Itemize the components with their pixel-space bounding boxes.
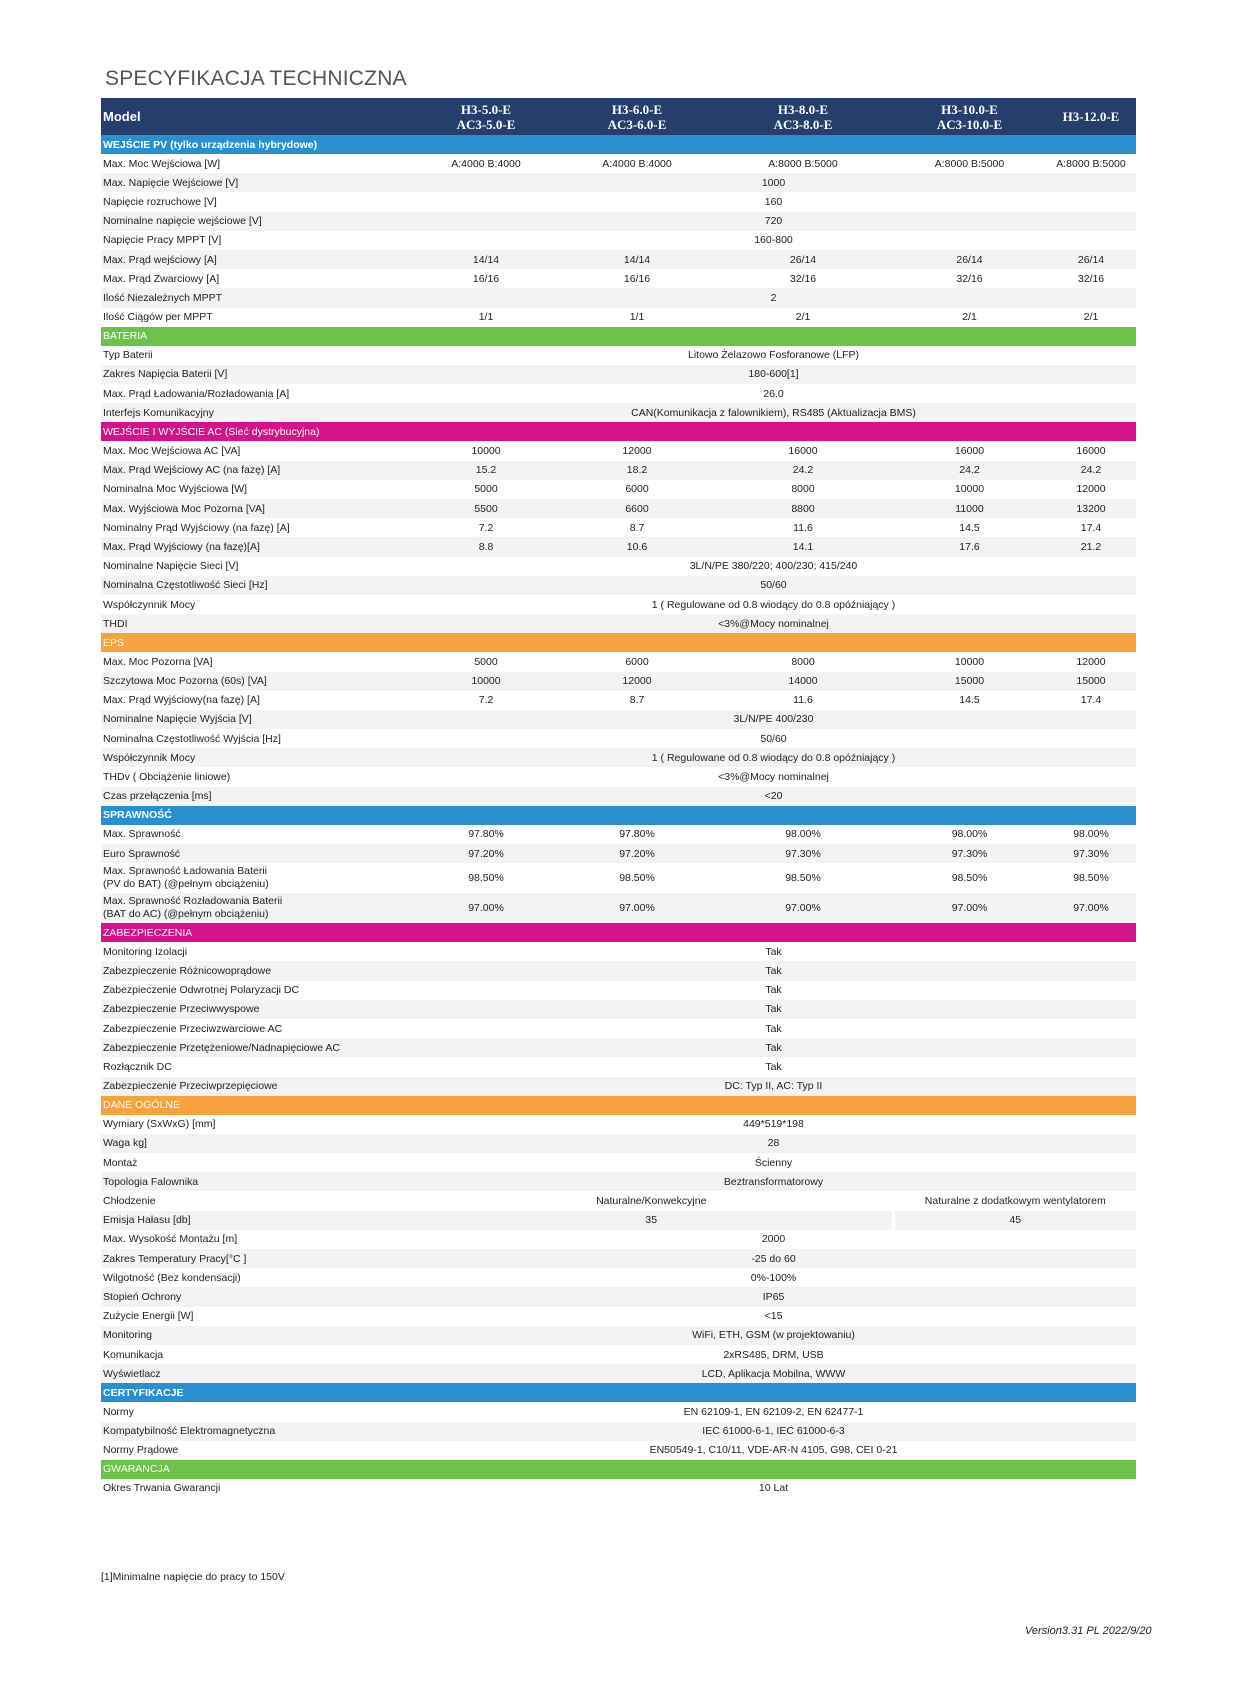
model-header: H3-8.0-E AC3-8.0-E bbox=[713, 98, 893, 135]
spec-label: Współczynnik Mocy bbox=[103, 598, 196, 611]
spec-value: Ścienny bbox=[754, 1156, 793, 1169]
spec-value: 50/60 bbox=[411, 576, 1136, 595]
spec-value: 26/14 bbox=[713, 250, 893, 269]
spec-value: 12000 bbox=[1076, 483, 1106, 496]
spec-value: 97.30% bbox=[1046, 844, 1136, 863]
spec-label: Monitoring Izolacji bbox=[103, 945, 188, 958]
spec-value: Naturalne z dodatkowym wentylatorem bbox=[893, 1191, 1136, 1210]
spec-value: 97.20% bbox=[411, 844, 561, 863]
spec-value: 0%-100% bbox=[750, 1271, 797, 1284]
spec-label: Komunikacja bbox=[103, 1348, 164, 1361]
spec-value: 8.8 bbox=[411, 537, 561, 556]
section-header-ac bbox=[101, 422, 1136, 441]
spec-label: Montaż bbox=[103, 1156, 138, 1169]
spec-row bbox=[101, 308, 1136, 327]
spec-value: 11.6 bbox=[793, 694, 813, 707]
spec-label: Wilgotność (Bez kondensacji) bbox=[103, 1271, 241, 1284]
spec-label: Monitoring bbox=[101, 1326, 411, 1345]
spec-row bbox=[101, 288, 1136, 307]
spec-value: WiFi, ETH, GSM (w projektowaniu) bbox=[411, 1326, 1136, 1345]
spec-value: 11.6 bbox=[793, 521, 813, 534]
section-header-bat bbox=[101, 327, 1136, 346]
spec-value: 98.50% bbox=[951, 871, 988, 884]
spec-value: EN50549-1, C10/11, VDE-AR-N 4105, G98, CEI 0-21 bbox=[649, 1444, 898, 1457]
spec-value: A:4000 B:4000 bbox=[451, 157, 521, 170]
spec-value: 10000 bbox=[411, 672, 561, 691]
spec-label: Zabezpieczenie Przeciwprzepięciowe bbox=[101, 1077, 411, 1096]
spec-row bbox=[101, 365, 1136, 384]
spec-row bbox=[101, 461, 1136, 480]
spec-row bbox=[101, 1115, 1136, 1134]
spec-value: 97.00% bbox=[561, 893, 713, 923]
spec-value: 6000 bbox=[625, 483, 649, 496]
spec-value: -25 do 60 bbox=[411, 1249, 1136, 1268]
spec-value: 32/16 bbox=[1077, 272, 1105, 285]
spec-label: Max. Moc Wejściowa [W] bbox=[103, 157, 221, 170]
spec-row bbox=[101, 1153, 1136, 1172]
spec-value: LCD, Aplikacja Mobilna, WWW bbox=[411, 1364, 1136, 1383]
spec-label: Max. Moc Pozorna [VA] bbox=[103, 655, 213, 668]
spec-value: 11000 bbox=[893, 499, 1046, 518]
spec-row bbox=[101, 1441, 1136, 1460]
spec-value: 17.6 bbox=[893, 537, 1046, 556]
spec-row bbox=[101, 231, 1136, 250]
spec-row bbox=[101, 537, 1136, 556]
spec-value: 97.00% bbox=[713, 893, 893, 923]
spec-value: 32/16 bbox=[956, 272, 983, 285]
spec-row bbox=[101, 576, 1136, 595]
section-header-eff bbox=[101, 806, 1136, 825]
spec-label: Chłodzenie bbox=[103, 1195, 156, 1208]
spec-label: Czas przełączenia [ms] bbox=[101, 787, 411, 806]
spec-label: Stopień Ochrony bbox=[101, 1287, 411, 1306]
spec-value: 17.4 bbox=[1080, 694, 1102, 707]
spec-label: Rozłącznik DC bbox=[103, 1060, 172, 1073]
spec-row bbox=[101, 173, 1136, 192]
spec-label: Max. Wysokość Montażu [m] bbox=[103, 1233, 238, 1246]
spec-value: 98.50% bbox=[468, 871, 504, 884]
spec-label: Napięcie Pracy MPPT [V] bbox=[103, 234, 222, 247]
spec-row bbox=[101, 1134, 1136, 1153]
spec-label: Zakres Temperatury Pracy[°C ] bbox=[101, 1249, 411, 1268]
spec-value: Tak bbox=[765, 984, 782, 997]
spec-value: 12000 bbox=[622, 445, 652, 458]
spec-value: 16/16 bbox=[472, 272, 500, 285]
spec-row bbox=[101, 1230, 1136, 1249]
spec-value: 5500 bbox=[411, 499, 561, 518]
model-label: Model bbox=[101, 98, 411, 135]
model-header: H3-5.0-E AC3-5.0-E bbox=[411, 98, 561, 135]
spec-value: 97.00% bbox=[411, 893, 561, 923]
spec-row bbox=[101, 961, 1136, 980]
spec-row bbox=[101, 1479, 1136, 1498]
spec-label: Zakres Napięcia Baterii [V] bbox=[101, 365, 411, 384]
spec-row bbox=[101, 1057, 1136, 1076]
spec-row bbox=[101, 192, 1136, 211]
spec-row bbox=[101, 1191, 1136, 1210]
spec-label: Max. Sprawność Rozładowania Baterii (BAT do AC) (@pełnym obciążeniu) bbox=[101, 893, 411, 923]
spec-value: 12000 bbox=[1076, 655, 1106, 668]
spec-value: Tak bbox=[765, 1022, 782, 1035]
spec-value: 16/16 bbox=[623, 272, 651, 285]
spec-label: Typ Baterii bbox=[103, 349, 153, 362]
spec-row bbox=[101, 844, 1136, 863]
spec-value: 21.2 bbox=[1046, 537, 1136, 556]
spec-label: Interfejs Komunikacyjny bbox=[101, 403, 411, 422]
spec-value: 26.0 bbox=[763, 387, 784, 400]
spec-value: 2/1 bbox=[962, 311, 977, 324]
spec-label: Max. Prąd Zwarciowy [A] bbox=[103, 272, 220, 285]
spec-value: 8.7 bbox=[629, 694, 645, 707]
spec-value: 10000 bbox=[471, 445, 501, 458]
spec-value: 8000 bbox=[791, 655, 815, 668]
spec-row bbox=[101, 825, 1136, 844]
spec-value: 5000 bbox=[474, 483, 498, 496]
spec-value: 97.30% bbox=[713, 844, 893, 863]
spec-value: 98.00% bbox=[785, 828, 821, 841]
section-title: SPRAWNOŚĆ bbox=[101, 806, 1136, 825]
spec-value: 7.2 bbox=[478, 694, 494, 707]
version-label: Version3.31 PL 2022/9/20 bbox=[1025, 1625, 1152, 1637]
spec-value: 10000 bbox=[954, 655, 985, 668]
spec-label: Nominalna Częstotliwość Wyjścia [Hz] bbox=[103, 732, 281, 745]
spec-row bbox=[101, 942, 1136, 961]
spec-label: Zabezpieczenie Różnicowoprądowe bbox=[101, 961, 411, 980]
spec-label: Nominalne Napięcie Sieci [V] bbox=[103, 560, 239, 573]
spec-value: 97.00% bbox=[893, 893, 1046, 923]
spec-value: 8000 bbox=[791, 483, 815, 496]
spec-label: Max. Prąd Wyjściowy (na fazę)[A] bbox=[101, 537, 411, 556]
spec-value: Tak bbox=[765, 1060, 782, 1073]
model-header: H3-6.0-E AC3-6.0-E bbox=[561, 98, 713, 135]
spec-row bbox=[101, 154, 1136, 173]
spec-value: <20 bbox=[411, 787, 1136, 806]
spec-value: 2/1 bbox=[795, 311, 811, 324]
spec-value: 3L/N/PE 400/230 bbox=[411, 710, 1136, 729]
spec-row bbox=[101, 384, 1136, 403]
spec-value: 160-800 bbox=[754, 234, 793, 247]
spec-value: 45 bbox=[893, 1211, 1136, 1230]
spec-value: 7.2 bbox=[478, 521, 494, 534]
section-header-eps bbox=[101, 633, 1136, 652]
spec-value: 16000 bbox=[788, 445, 818, 458]
spec-value: 26/14 bbox=[1046, 250, 1136, 269]
spec-row bbox=[101, 893, 1136, 923]
spec-label: Kompatybilność Elektromagnetyczna bbox=[101, 1422, 411, 1441]
spec-value: 18.2 bbox=[561, 461, 713, 480]
spec-label: Max. Sprawność bbox=[103, 828, 181, 841]
spec-value: 1000 bbox=[411, 173, 1136, 192]
spec-value: CAN(Komunikacja z falownikiem), RS485 (Aktualizacja BMS) bbox=[411, 403, 1136, 422]
page-title: SPECYFIKACJA TECHNICZNA bbox=[105, 67, 407, 90]
spec-label: THDI bbox=[101, 614, 411, 633]
spec-row bbox=[101, 1307, 1136, 1326]
spec-value: 6000 bbox=[625, 655, 649, 668]
spec-value: 14.5 bbox=[959, 694, 980, 707]
spec-value: 14/14 bbox=[411, 250, 561, 269]
spec-row bbox=[101, 1345, 1136, 1364]
spec-value: 1/1 bbox=[629, 311, 645, 324]
spec-row bbox=[101, 1249, 1136, 1268]
section-header-gen bbox=[101, 1096, 1136, 1115]
spec-label: Max. Wyjściowa Moc Pozorna [VA] bbox=[101, 499, 411, 518]
spec-row bbox=[101, 1038, 1136, 1057]
model-header-row bbox=[101, 98, 1136, 135]
spec-value: A:8000 B:5000 bbox=[934, 157, 1005, 170]
spec-value: 15000 bbox=[1046, 672, 1136, 691]
spec-label: Emisja Hałasu [db] bbox=[101, 1211, 411, 1230]
spec-label: Okres Trwania Gwarancji bbox=[103, 1482, 221, 1495]
section-title: WEJŚCIE PV (tylko urządzenia hybrydowe) bbox=[101, 135, 1136, 154]
spec-value: DC: Typ II, AC: Typ II bbox=[411, 1077, 1136, 1096]
spec-value: 15.2 bbox=[411, 461, 561, 480]
spec-value: 24.2 bbox=[1046, 461, 1136, 480]
spec-row bbox=[101, 1422, 1136, 1441]
spec-label: Max. Moc Wejściowa AC [VA] bbox=[103, 445, 241, 458]
spec-row bbox=[101, 480, 1136, 499]
spec-value: 24.2 bbox=[893, 461, 1046, 480]
spec-row bbox=[101, 595, 1136, 614]
spec-label: Ilość Niezależnych MPPT bbox=[101, 288, 411, 307]
section-title: ZABEZPIECZENIA bbox=[101, 923, 1136, 942]
spec-label: Normy Prądowe bbox=[103, 1444, 179, 1457]
model-header: H3-10.0-E AC3-10.0-E bbox=[893, 98, 1046, 135]
spec-value: 10.6 bbox=[561, 537, 713, 556]
spec-row bbox=[101, 1287, 1136, 1306]
section-header-war bbox=[101, 1460, 1136, 1479]
spec-value: 14/14 bbox=[561, 250, 713, 269]
spec-label: Nominalne Napięcie Wyjścia [V] bbox=[101, 710, 411, 729]
spec-value: 10 Lat bbox=[758, 1482, 789, 1495]
spec-value: 2/1 bbox=[1083, 311, 1099, 324]
spec-label: Nominalny Prąd Wyjściowy (na fazę) [A] bbox=[103, 521, 290, 534]
spec-label: Wyświetlacz bbox=[101, 1364, 411, 1383]
section-title: GWARANCJA bbox=[101, 1460, 1136, 1479]
section-title: EPS bbox=[101, 633, 1136, 652]
spec-value: 97.30% bbox=[893, 844, 1046, 863]
spec-label: Wymiary (SxWxG) [mm] bbox=[103, 1118, 216, 1131]
spec-value: 15000 bbox=[893, 672, 1046, 691]
section-title: BATERIA bbox=[101, 327, 1136, 346]
section-header-prot bbox=[101, 923, 1136, 942]
spec-row bbox=[101, 1172, 1136, 1191]
spec-row bbox=[101, 863, 1136, 893]
spec-value: 8800 bbox=[713, 499, 893, 518]
spec-value: 1 ( Regulowane od 0.8 wiodący do 0.8 opóźniający ) bbox=[411, 748, 1136, 767]
spec-value: 26/14 bbox=[893, 250, 1046, 269]
spec-value: Litowo Żelazowo Fosforanowe (LFP) bbox=[688, 349, 859, 362]
spec-value: 98.00% bbox=[951, 828, 988, 841]
spec-label: Normy bbox=[103, 1405, 134, 1418]
spec-row bbox=[101, 787, 1136, 806]
spec-value: 50/60 bbox=[760, 732, 787, 745]
spec-row bbox=[101, 403, 1136, 422]
spec-value: 97.00% bbox=[1046, 893, 1136, 923]
spec-value: 5000 bbox=[474, 655, 498, 668]
spec-label: Euro Sprawność bbox=[101, 844, 411, 863]
spec-label: Napięcie rozruchowe [V] bbox=[103, 195, 217, 208]
spec-value: 28 bbox=[411, 1134, 1136, 1153]
spec-row bbox=[101, 1402, 1136, 1421]
spec-value: Beztransformatorowy bbox=[411, 1172, 1136, 1191]
spec-label: Zabezpieczenie Odwrotnej Polaryzacji DC bbox=[103, 984, 300, 997]
spec-label: Współczynnik Mocy bbox=[101, 748, 411, 767]
spec-label: Nominalna Moc Wyjściowa [W] bbox=[103, 483, 248, 496]
spec-row bbox=[101, 981, 1136, 1000]
spec-row bbox=[101, 518, 1136, 537]
spec-label: Max. Prąd Ładowania/Rozładowania [A] bbox=[103, 387, 290, 400]
spec-row bbox=[101, 710, 1136, 729]
spec-row bbox=[101, 614, 1136, 633]
spec-row bbox=[101, 499, 1136, 518]
spec-value: 12000 bbox=[561, 672, 713, 691]
spec-row bbox=[101, 1268, 1136, 1287]
spec-row bbox=[101, 212, 1136, 231]
spec-label: Ilość Ciągów per MPPT bbox=[103, 311, 213, 324]
spec-label: THDv ( Obciążenie liniowe) bbox=[103, 771, 231, 784]
spec-row bbox=[101, 1019, 1136, 1038]
spec-value: Naturalne/Konwekcyjne bbox=[596, 1195, 707, 1208]
spec-value: 720 bbox=[411, 212, 1136, 231]
spec-value: 98.50% bbox=[785, 871, 821, 884]
spec-row bbox=[101, 691, 1136, 710]
spec-value: A:4000 B:4000 bbox=[602, 157, 672, 170]
spec-value: 98.50% bbox=[1073, 871, 1109, 884]
spec-value: 8.7 bbox=[629, 521, 645, 534]
spec-value: 2 bbox=[411, 288, 1136, 307]
spec-value: 97.20% bbox=[561, 844, 713, 863]
footnote: [1]Minimalne napięcie do pracy to 150V bbox=[101, 1571, 285, 1583]
spec-value: 16000 bbox=[954, 445, 985, 458]
spec-value: Tak bbox=[411, 1000, 1136, 1019]
spec-value: 2xRS485, DRM, USB bbox=[723, 1348, 824, 1361]
spec-value: 3L/N/PE 380/220; 400/230; 415/240 bbox=[689, 560, 858, 573]
spec-label: Zabezpieczenie Przetężeniowe/Nadnapięciowe AC bbox=[101, 1038, 411, 1057]
spec-row bbox=[101, 1077, 1136, 1096]
spec-row bbox=[101, 672, 1136, 691]
spec-value: 98.50% bbox=[619, 871, 655, 884]
spec-value: IEC 61000-6-1, IEC 61000-6-3 bbox=[411, 1422, 1136, 1441]
spec-value: 16000 bbox=[1076, 445, 1106, 458]
spec-value: 17.4 bbox=[1080, 521, 1102, 534]
spec-row bbox=[101, 441, 1136, 460]
spec-value: 97.80% bbox=[468, 828, 504, 841]
spec-row bbox=[101, 1364, 1136, 1383]
spec-row bbox=[101, 346, 1136, 365]
spec-row bbox=[101, 557, 1136, 576]
spec-label: Nominalna Częstotliwość Sieci [Hz] bbox=[101, 576, 411, 595]
section-title: WEJŚCIE I WYJŚCIE AC (Sieć dystrybucyjna) bbox=[101, 422, 1136, 441]
spec-value: IP65 bbox=[411, 1287, 1136, 1306]
spec-value: 10000 bbox=[954, 483, 985, 496]
spec-value: Tak bbox=[411, 961, 1136, 980]
spec-value: A:8000 B:5000 bbox=[1056, 157, 1126, 170]
spec-value: 35 bbox=[411, 1211, 893, 1230]
spec-value: 2000 bbox=[761, 1233, 786, 1246]
spec-value: EN 62109-1, EN 62109-2, EN 62477-1 bbox=[683, 1405, 864, 1418]
spec-label: Zabezpieczenie Przeciwzwarciowe AC bbox=[103, 1022, 283, 1035]
spec-value: A:8000 B:5000 bbox=[768, 157, 838, 170]
spec-value: 32/16 bbox=[789, 272, 817, 285]
spec-value: <3%@Mocy nominalnej bbox=[411, 614, 1136, 633]
spec-value: 14000 bbox=[713, 672, 893, 691]
spec-value: <3%@Mocy nominalnej bbox=[718, 771, 829, 784]
spec-label: Max. Sprawność Ładowania Baterii (PV do BAT) (@pełnym obciążeniu) bbox=[103, 865, 269, 891]
spec-row bbox=[101, 1211, 1136, 1230]
spec-value: 13200 bbox=[1046, 499, 1136, 518]
spec-row bbox=[101, 748, 1136, 767]
spec-row bbox=[101, 250, 1136, 269]
spec-value: 160 bbox=[764, 195, 783, 208]
spec-value: 180-600[1] bbox=[411, 365, 1136, 384]
spec-label: Max. Prąd Wejściowy AC (na fazę) [A] bbox=[101, 461, 411, 480]
spec-label: Zabezpieczenie Przeciwwyspowe bbox=[101, 1000, 411, 1019]
spec-value: 98.00% bbox=[1073, 828, 1109, 841]
spec-row bbox=[101, 1000, 1136, 1019]
spec-value: 14.5 bbox=[959, 521, 980, 534]
section-header-cert bbox=[101, 1383, 1136, 1402]
spec-value: 6600 bbox=[561, 499, 713, 518]
section-title: DANE OGÓLNE bbox=[101, 1096, 1136, 1115]
spec-label: Szczytowa Moc Pozorna (60s) [VA] bbox=[101, 672, 411, 691]
spec-value: <15 bbox=[764, 1310, 783, 1323]
spec-value: Tak bbox=[765, 945, 782, 958]
spec-label: Max. Prąd Wyjściowy(na fazę) [A] bbox=[103, 694, 260, 707]
spec-label: Topologia Falownika bbox=[101, 1172, 411, 1191]
spec-row bbox=[101, 729, 1136, 748]
section-title: CERTYFIKACJE bbox=[101, 1383, 1136, 1402]
spec-label: Max. Napięcie Wejściowe [V] bbox=[101, 173, 411, 192]
spec-value: 24.2 bbox=[713, 461, 893, 480]
spec-table bbox=[101, 98, 1136, 1498]
spec-label: Waga kg] bbox=[101, 1134, 411, 1153]
model-header: H3-12.0-E bbox=[1046, 98, 1136, 135]
spec-row bbox=[101, 1326, 1136, 1345]
spec-value: 1/1 bbox=[478, 311, 494, 324]
spec-value: 449*519*198 bbox=[743, 1118, 804, 1131]
spec-row bbox=[101, 652, 1136, 671]
spec-value: 1 ( Regulowane od 0.8 wiodący do 0.8 opóźniający ) bbox=[651, 598, 896, 611]
spec-row bbox=[101, 767, 1136, 786]
spec-label: Zużycie Energii [W] bbox=[103, 1310, 194, 1323]
spec-value: 97.80% bbox=[619, 828, 655, 841]
section-header-pv bbox=[101, 135, 1136, 154]
spec-value: 14.1 bbox=[713, 537, 893, 556]
spec-label: Nominalne napięcie wejściowe [V] bbox=[101, 212, 411, 231]
spec-label: Max. Prąd wejściowy [A] bbox=[101, 250, 411, 269]
spec-row bbox=[101, 269, 1136, 288]
spec-value: Tak bbox=[411, 1038, 1136, 1057]
